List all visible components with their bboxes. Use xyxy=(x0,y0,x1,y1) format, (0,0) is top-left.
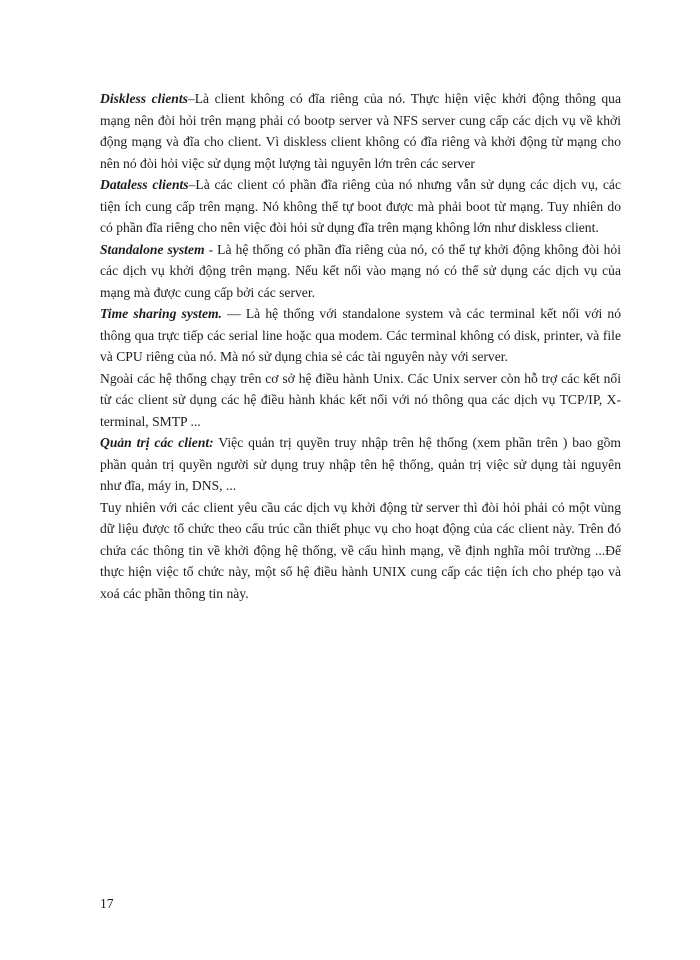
paragraph-diskless-clients xyxy=(100,88,621,174)
paragraph-text: - Là hệ thống có phần đĩa riêng của nó, có thể tự khởi động không đòi hỏi các dịch vụ khởi động trên mạng. Nếu kết nối vào mạng nó có thể sử dụng các dịch vụ của mạng mà được cung cấp bởi các server. xyxy=(100,241,621,300)
term-client-administration: Quản trị các client: xyxy=(100,435,214,450)
paragraph-text: –Là client không có đĩa riêng của nó. Thực hiện việc khởi động thông qua mạng nên đòi hỏi trên mạng phải có bootp server và NFS server cung cấp các dịch vụ về khởi động mạng và đĩa cho client. Vì diskless client không có đĩa riêng và khởi động từ mạng cho nên nó đòi hỏi việc sử dụng một lượng tài nguyên lớn trên các server xyxy=(100,91,621,171)
paragraph-text: Ngoài các hệ thống chạy trên cơ sở hệ điều hành Unix. Các Unix server còn hỗ trợ các kết nối từ các client sử dụng các hệ điều hành khác kết nối với nó thông qua các dịch vụ TCP/IP, X-terminal, SMTP ... xyxy=(100,370,621,429)
term-standalone-system: Standalone system xyxy=(100,241,205,257)
document-body xyxy=(100,88,621,604)
term-time-sharing-system: Time sharing system. xyxy=(100,306,222,321)
paragraph-dataless-clients xyxy=(100,174,621,239)
paragraph-text: –Là các client có phần đĩa riêng của nó nhưng vẫn sử dụng các dịch vụ, các tiện ích cung cấp trên mạng. Nó không thể tự boot được mà phải boot từ mạng. Tuy nhiên do có phần đĩa riêng cho nên việc đòi hỏi sử dụng đĩa trên mạng không lớn như diskless client. xyxy=(100,177,621,235)
page-number: 17 xyxy=(100,896,114,911)
paragraph-unix-connections xyxy=(100,368,621,433)
paragraph-text: Tuy nhiên với các client yêu cầu các dịch vụ khởi động từ server thì đòi hỏi phải có một vùng dữ liệu được tổ chức theo cấu trúc cần thiết phục vụ cho hoạt động của các client này. Trên đó chứa các thông tin về khởi động hệ thống, về cấu hình mạng, về định nghĩa môi trường ...Để thực hiện việc tổ chức này, một số hệ điều hành UNIX cung cấp các tiện ích cho phép tạo và xoá các phần thông tin này. xyxy=(100,499,621,601)
paragraph-time-sharing-system xyxy=(100,303,621,368)
paragraph-text: Việc quản trị quyền truy nhập trên hệ thống (xem phần trên ) bao gồm phần quản trị quyền người sử dụng truy nhập tên hệ thống, quản trị việc sử dụng tài nguyên như đĩa, máy in, DNS, ... xyxy=(100,435,621,493)
term-dataless-clients: Dataless clients xyxy=(100,177,189,192)
term-diskless-clients: Diskless clients xyxy=(100,91,188,106)
paragraph-boot-data-area xyxy=(100,497,621,605)
paragraph-text: — Là hệ thống với standalone system và các terminal kết nối với nó thông qua trực tiếp các serial line hoặc qua modem. Các terminal không có disk, printer, và file và CPU riêng của nó. Mà nó sử dụng chia sẻ các tài nguyên này với server. xyxy=(100,306,621,364)
paragraph-standalone-system xyxy=(100,239,621,304)
paragraph-client-administration xyxy=(100,432,621,497)
